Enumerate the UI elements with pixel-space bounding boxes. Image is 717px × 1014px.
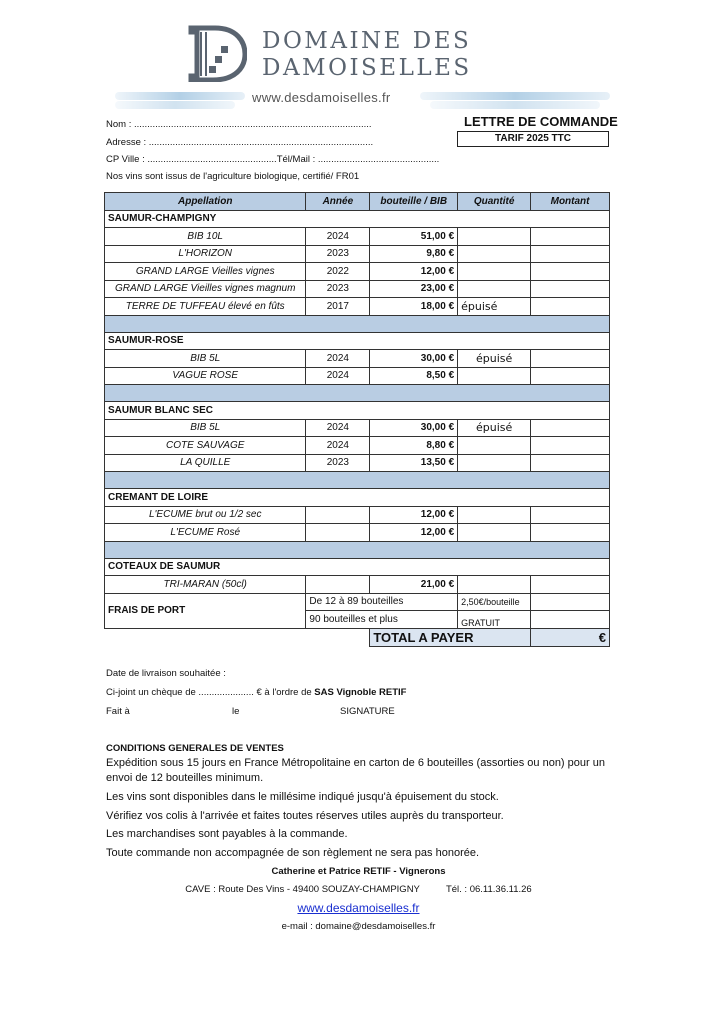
cp-tel-field[interactable]: CP Ville : .................................................Tél/Mail : ..............................................: [106, 154, 440, 165]
condition-line: Vérifiez vos colis à l'arrivée et faites toutes réserves utiles auprès du transporteur.: [106, 810, 504, 822]
section-row: [105, 210, 610, 228]
vintage: 2023: [306, 245, 370, 263]
table-row: [105, 419, 610, 437]
total-label: TOTAL A PAYER: [370, 628, 531, 646]
vintage: 2022: [306, 263, 370, 281]
column-header: bouteille / BIB: [370, 193, 458, 211]
price: 12,00 €: [370, 506, 458, 524]
amount-cell[interactable]: [531, 350, 610, 368]
domaine-logo-icon: [185, 24, 247, 82]
vintage: 2024: [306, 228, 370, 246]
amount-cell[interactable]: [531, 524, 610, 542]
price: 23,00 €: [370, 280, 458, 298]
wave-left-2: [115, 101, 235, 109]
section-title: SAUMUR-ROSE: [105, 332, 610, 350]
vintage: 2017: [306, 298, 370, 316]
table-row: [105, 524, 610, 542]
wine-name: TERRE DE TUFFEAU élevé en fûts: [105, 298, 306, 316]
table-row: [105, 228, 610, 246]
section-row: [105, 332, 610, 350]
le-label: le: [232, 706, 240, 717]
cheque-line: [106, 687, 406, 698]
amount-cell[interactable]: [531, 437, 610, 455]
table-row: [105, 350, 610, 368]
amount-cell[interactable]: [531, 454, 610, 472]
wave-right: [420, 92, 610, 100]
amount-cell[interactable]: [531, 280, 610, 298]
wine-name: BIB 5L: [105, 419, 306, 437]
shipping-price: 2,50€/bouteille: [458, 593, 531, 611]
shipping-price: GRATUIT: [458, 611, 531, 629]
amount-cell[interactable]: [531, 263, 610, 281]
owners: Catherine et Patrice RETIF - Vignerons: [271, 866, 446, 877]
tarif-box: TARIF 2025 TTC: [457, 131, 609, 147]
table-row: [105, 298, 610, 316]
wine-name: L'ECUME brut ou 1/2 sec: [105, 506, 306, 524]
fait-a-label: Fait à: [106, 706, 130, 717]
vintage: [306, 506, 370, 524]
price: 21,00 €: [370, 576, 458, 594]
quantity-cell[interactable]: épuisé: [458, 298, 531, 316]
separator-row: [105, 315, 610, 332]
price: 13,50 €: [370, 454, 458, 472]
wine-name: L'HORIZON: [105, 245, 306, 263]
quantity-cell[interactable]: [458, 245, 531, 263]
order-table: [104, 192, 610, 647]
price: 18,00 €: [370, 298, 458, 316]
email[interactable]: e-mail : domaine@desdamoiselles.fr: [281, 921, 436, 932]
amount-cell[interactable]: [531, 228, 610, 246]
table-row: [105, 280, 610, 298]
wave-left: [115, 92, 245, 100]
table-row: [105, 454, 610, 472]
payee: SAS Vignoble RETIF: [314, 687, 407, 698]
price: 30,00 €: [370, 350, 458, 368]
table-row: [105, 367, 610, 385]
total-amount[interactable]: €: [531, 628, 610, 646]
wine-name: BIB 5L: [105, 350, 306, 368]
section-row: [105, 402, 610, 420]
amount-cell[interactable]: [531, 419, 610, 437]
wine-name: L'ECUME Rosé: [105, 524, 306, 542]
website-header[interactable]: www.desdamoiselles.fr: [252, 90, 391, 105]
quantity-cell[interactable]: [458, 263, 531, 281]
cheque-text: Ci-joint un chèque de ..................... € à l'ordre de: [106, 687, 315, 698]
brand-name: DOMAINE DES DAMOISELLES: [262, 28, 472, 81]
amount-cell[interactable]: [531, 367, 610, 385]
section-title: SAUMUR-CHAMPIGNY: [105, 210, 610, 228]
vintage: 2024: [306, 367, 370, 385]
quantity-cell[interactable]: épuisé: [458, 350, 531, 368]
amount-cell[interactable]: [531, 298, 610, 316]
website-link[interactable]: www.desdamoiselles.fr: [297, 901, 420, 915]
column-header: Quantité: [458, 193, 531, 211]
nom-field[interactable]: Nom : ..........................................................................................: [106, 119, 372, 130]
price: 8,80 €: [370, 437, 458, 455]
signature-label: SIGNATURE: [340, 706, 395, 717]
amount-cell[interactable]: [531, 506, 610, 524]
bio-note: Nos vins sont issus de l'agriculture biologique, certifié/ FR01: [106, 171, 360, 182]
separator-cell: [105, 472, 610, 489]
quantity-cell[interactable]: [458, 524, 531, 542]
cave-address: CAVE : Route Des Vins - 49400 SOUZAY-CHAMPIGNY Tél. : 06.11.36.11.26: [185, 884, 532, 895]
price: 51,00 €: [370, 228, 458, 246]
amount-cell[interactable]: [531, 245, 610, 263]
section-title: SAUMUR BLANC SEC: [105, 402, 610, 420]
vintage: [306, 576, 370, 594]
condition-line: envoi de 12 bouteilles minimum.: [106, 772, 264, 784]
quantity-cell[interactable]: [458, 228, 531, 246]
vintage: 2024: [306, 437, 370, 455]
delivery-date-label[interactable]: Date de livraison souhaitée :: [106, 668, 226, 679]
price: 30,00 €: [370, 419, 458, 437]
shipping-row: [105, 593, 610, 611]
wine-name: GRAND LARGE Vieilles vignes: [105, 263, 306, 281]
shipping-label: FRAIS DE PORT: [105, 593, 306, 628]
price: 12,00 €: [370, 524, 458, 542]
condition-line: Expédition sous 15 jours en France Métropolitaine en carton de 6 bouteilles (assorties ou non) pour un: [106, 757, 605, 769]
quantity-cell[interactable]: [458, 576, 531, 594]
table-row: [105, 245, 610, 263]
price: 9,80 €: [370, 245, 458, 263]
table-header: [105, 193, 610, 211]
quantity-cell[interactable]: [458, 454, 531, 472]
section-row: [105, 489, 610, 507]
price: 12,00 €: [370, 263, 458, 281]
section-row: [105, 558, 610, 576]
shipping-amount[interactable]: [531, 611, 610, 629]
separator-row: [105, 472, 610, 489]
condition-line: Les vins sont disponibles dans le millésime indiqué jusqu'à épuisement du stock.: [106, 791, 499, 803]
conditions-title: CONDITIONS GENERALES DE VENTES: [106, 743, 284, 754]
quantity-cell[interactable]: [458, 437, 531, 455]
separator-row: [105, 541, 610, 558]
adresse-field[interactable]: Adresse : .....................................................................................: [106, 137, 374, 148]
empty: [105, 628, 370, 646]
shipping-tier: De 12 à 89 bouteilles: [306, 593, 458, 611]
vintage: 2024: [306, 350, 370, 368]
page-title: LETTRE DE COMMANDE: [464, 114, 618, 129]
table-row: [105, 576, 610, 594]
quantity-cell[interactable]: épuisé: [458, 419, 531, 437]
section-title: CREMANT DE LOIRE: [105, 489, 610, 507]
vintage: 2023: [306, 280, 370, 298]
separator-cell: [105, 541, 610, 558]
quantity-cell[interactable]: [458, 280, 531, 298]
wave-right-2: [430, 101, 600, 109]
quantity-cell[interactable]: [458, 367, 531, 385]
quantity-cell[interactable]: [458, 506, 531, 524]
condition-line: Les marchandises sont payables à la commande.: [106, 828, 348, 840]
table-row: [105, 506, 610, 524]
column-header: Appellation: [105, 193, 306, 211]
table-row: [105, 263, 610, 281]
shipping-tier: 90 bouteilles et plus: [306, 611, 458, 629]
wine-name: VAGUE ROSE: [105, 367, 306, 385]
vintage: 2023: [306, 454, 370, 472]
vintage: 2024: [306, 419, 370, 437]
section-title: COTEAUX DE SAUMUR: [105, 558, 610, 576]
separator-cell: [105, 385, 610, 402]
wine-name: COTE SAUVAGE: [105, 437, 306, 455]
shipping-amount[interactable]: [531, 593, 610, 611]
vintage: [306, 524, 370, 542]
price: 8,50 €: [370, 367, 458, 385]
separator-cell: [105, 315, 610, 332]
amount-cell[interactable]: [531, 576, 610, 594]
wine-name: BIB 10L: [105, 228, 306, 246]
table-row: [105, 437, 610, 455]
condition-line: Toute commande non accompagnée de son règlement ne sera pas honorée.: [106, 847, 480, 859]
wine-name: GRAND LARGE Vieilles vignes magnum: [105, 280, 306, 298]
wine-name: TRI-MARAN (50cl): [105, 576, 306, 594]
column-header: Montant: [531, 193, 610, 211]
total-row: [105, 628, 610, 646]
separator-row: [105, 385, 610, 402]
column-header: Année: [306, 193, 370, 211]
wine-name: LA QUILLE: [105, 454, 306, 472]
